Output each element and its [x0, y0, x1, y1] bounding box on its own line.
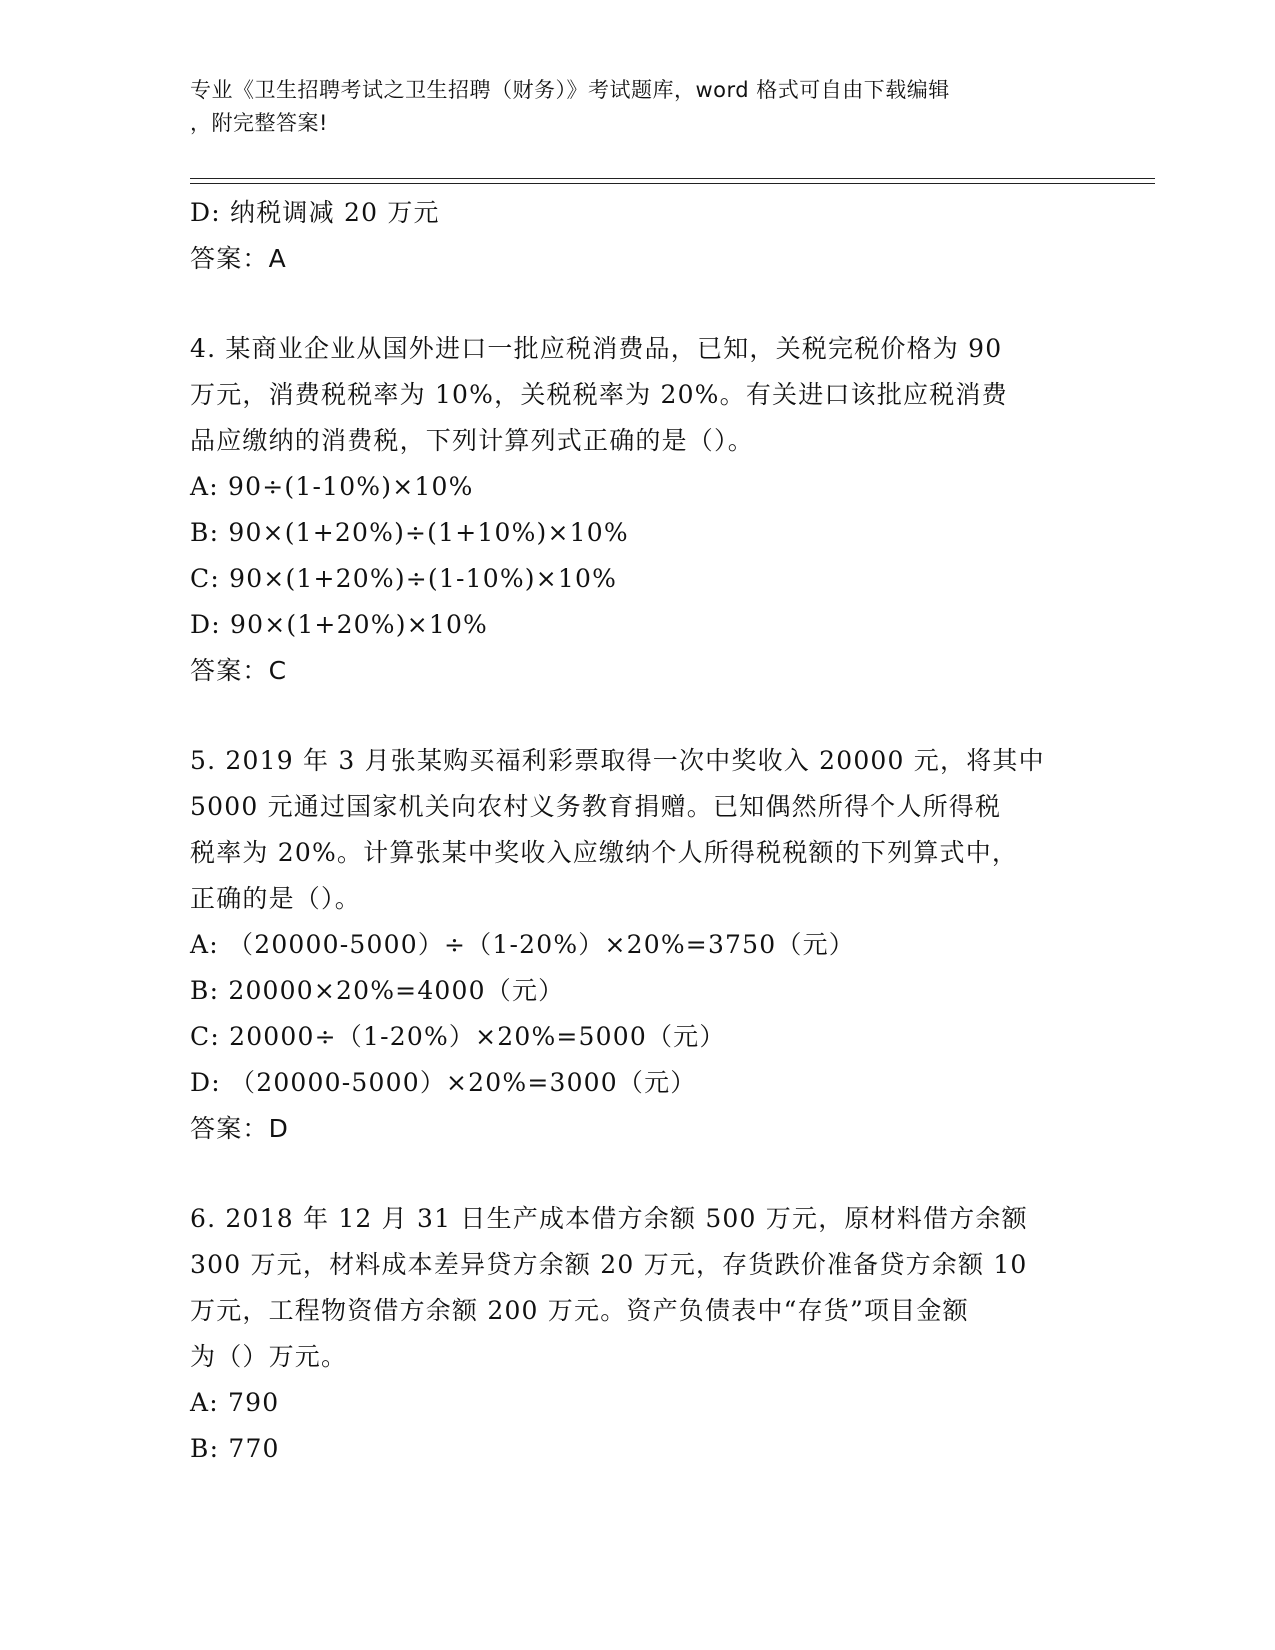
question-content — [190, 190, 1090, 1472]
question-stem-line: 品应缴纳的消费税，下列计算列式正确的是（）。 — [190, 426, 754, 455]
question-stem-line: 5. 2019 年 3 月张某购买福利彩票取得一次中奖收入 20000 元，将其中 — [190, 746, 1045, 775]
option-d: D: （20000-5000）×20%=3000（元） — [190, 1068, 697, 1097]
question-stem-line: 万元，工程物资借方余额 200 万元。资产负债表中“存货”项目金额 — [190, 1296, 969, 1325]
answer-line: 答案：C — [190, 656, 288, 685]
question-stem-line: 5000 元通过国家机关向农村义务教育捐赠。已知偶然所得个人所得税 — [190, 792, 1002, 821]
option-b: B: 90×(1+20%)÷(1+10%)×10% — [190, 518, 629, 547]
question-stem-line: 6. 2018 年 12 月 31 日生产成本借方余额 500 万元，原材料借方余额 — [190, 1204, 1028, 1233]
question-6 — [190, 1196, 1090, 1472]
question-spacer — [190, 694, 1090, 738]
question-spacer — [190, 1152, 1090, 1196]
option-c: C: 20000÷（1-20%）×20%=5000（元） — [190, 1022, 726, 1051]
question-stem-line: 为（）万元。 — [190, 1342, 348, 1371]
option-b: B: 20000×20%=4000（元） — [190, 976, 565, 1005]
question-stem-line: 4. 某商业企业从国外进口一批应税消费品，已知，关税完税价格为 90 — [190, 334, 1003, 363]
option-c: C: 90×(1+20%)÷(1-10%)×10% — [190, 564, 618, 593]
option-a: A: （20000-5000）÷（1-20%）×20%=3750（元） — [190, 930, 855, 959]
question-stem-line: 300 万元，材料成本差异贷方余额 20 万元，存货跌价准备贷方余额 10 — [190, 1250, 1028, 1279]
option-b: B: 770 — [190, 1434, 280, 1463]
answer-line: 答案：D — [190, 1114, 290, 1143]
header-divider-top — [190, 178, 1155, 179]
option-a: A: 790 — [190, 1388, 280, 1417]
question-3 — [190, 190, 1090, 282]
header-line-2: ，附完整答案! — [190, 111, 328, 135]
option-a: A: 90÷(1-10%)×10% — [190, 472, 474, 501]
question-5 — [190, 738, 1090, 1152]
option-d: D: 90×(1+20%)×10% — [190, 610, 489, 639]
question-stem-line: 正确的是（）。 — [190, 884, 361, 913]
header-divider-bottom — [190, 183, 1155, 184]
question-stem-line: 万元，消费税税率为 10%，关税税率为 20%。有关进口该批应税消费 — [190, 380, 1008, 409]
question-4 — [190, 326, 1090, 694]
page-header — [190, 74, 1080, 140]
answer-line: 答案：A — [190, 244, 287, 273]
question-stem-line: 税率为 20%。计算张某中奖收入应缴纳个人所得税税额的下列算式中， — [190, 838, 1019, 867]
question-spacer — [190, 282, 1090, 326]
header-line-1: 专业《卫生招聘考试之卫生招聘（财务）》考试题库，word 格式可自由下载编辑 — [190, 78, 950, 102]
option-d: D: 纳税调减 20 万元 — [190, 198, 440, 227]
